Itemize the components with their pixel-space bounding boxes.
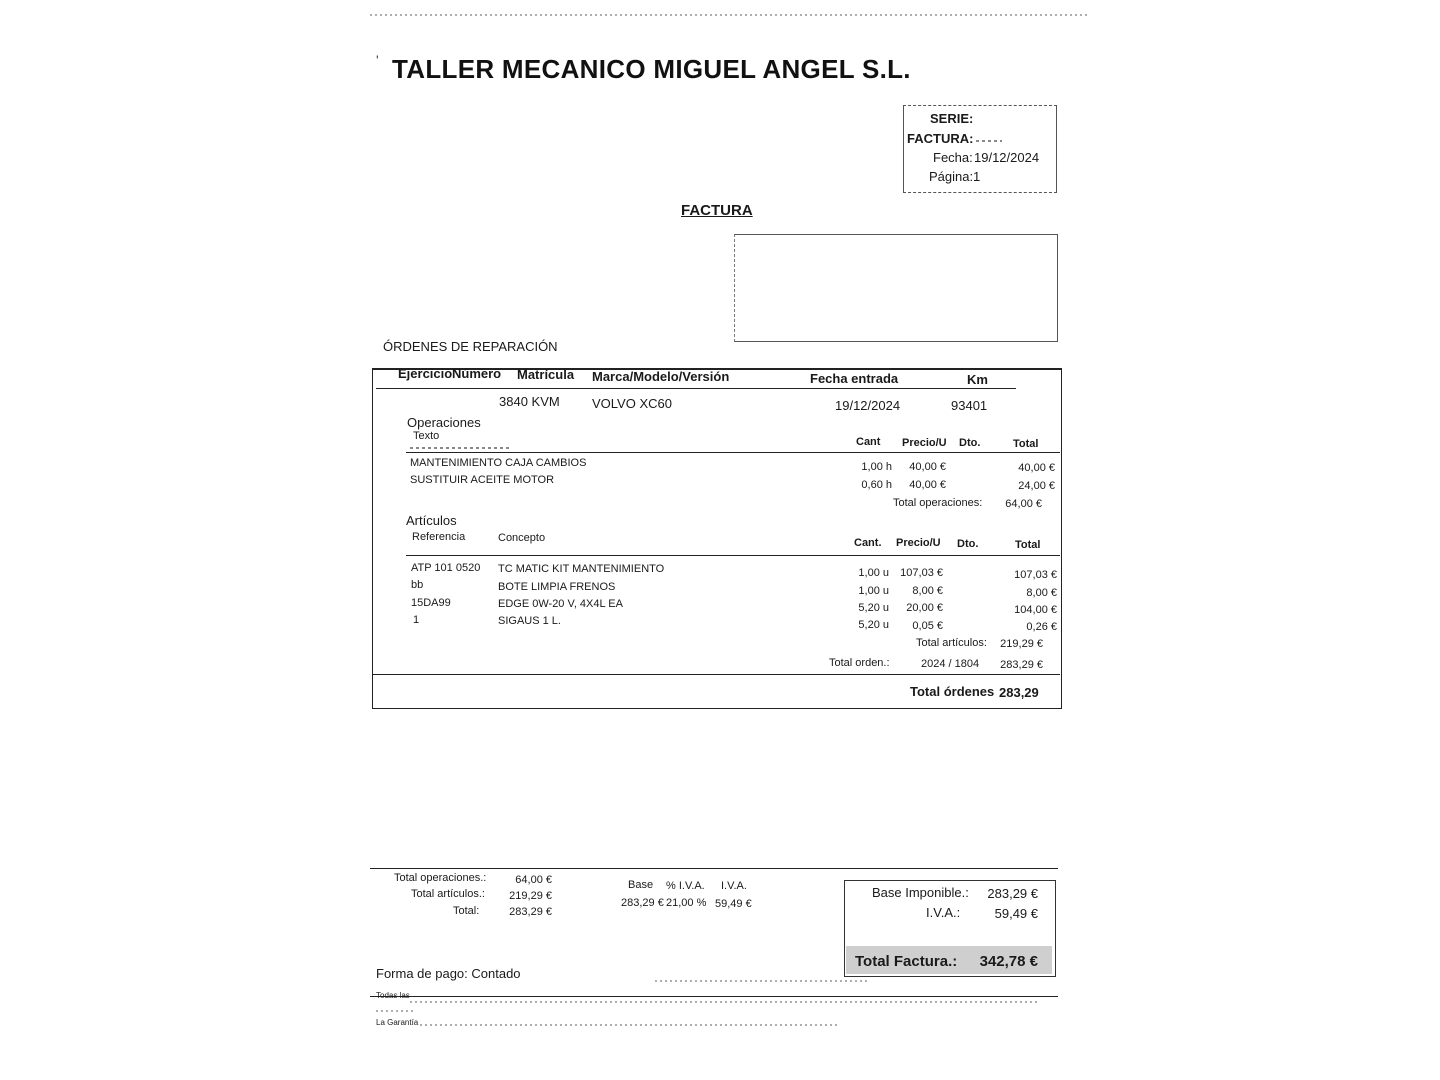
art-row-cant: 1,00 u — [858, 567, 889, 579]
pagina-label: Página: — [929, 169, 974, 184]
op-row-cant: 0,60 h — [861, 479, 892, 491]
summary-divider — [370, 868, 1058, 869]
total-orden-value: 283,29 € — [1000, 659, 1043, 671]
iva-label: I.V.A. — [721, 880, 747, 892]
col-marca: Marca/Modelo/Versión — [592, 369, 730, 384]
total-ordenes-label: Total órdenes — [910, 684, 995, 699]
art-row-total: 0,26 € — [1026, 621, 1057, 633]
sum-total-operaciones-value: 64,00 € — [515, 874, 552, 886]
sum-total-articulos-label: Total artículos.: — [411, 888, 485, 900]
total-ordenes-value: 283,29 — [999, 685, 1039, 700]
art-col-concepto: Concepto — [498, 532, 546, 544]
total-orden-number: 2024 / 1804 — [921, 658, 980, 670]
total-articulos-value: 219,29 € — [1000, 638, 1043, 650]
footer-legal-blur — [376, 1010, 416, 1012]
col-fecha-entrada: Fecha entrada — [810, 371, 899, 386]
op-col-precio: Precio/U — [902, 437, 947, 449]
art-row-concepto: BOTE LIMPIA FRENOS — [498, 581, 616, 593]
art-row-total: 104,00 € — [1014, 604, 1057, 616]
pagina-value: 1 — [973, 169, 981, 184]
sum-total-label: Total: — [453, 905, 480, 917]
iva-box-value: 59,49 € — [994, 906, 1038, 921]
iva-box-label: I.V.A.: — [926, 905, 961, 920]
op-row-texto: MANTENIMIENTO CAJA CAMBIOS — [410, 457, 587, 469]
op-row-total: 24,00 € — [1018, 480, 1055, 492]
art-row-precio: 8,00 € — [912, 585, 943, 597]
footer-legal-blur — [410, 1001, 1038, 1003]
total-factura-label: Total Factura.: — [855, 953, 958, 970]
iva-pct-value: 21,00 % — [666, 897, 707, 909]
art-row-ref: ATP 101 0520 — [411, 562, 481, 574]
art-row-cant: 5,20 u — [858, 619, 889, 631]
orders-section-title: ÓRDENES DE REPARACIÓN — [383, 339, 558, 354]
op-row-total: 40,00 € — [1018, 462, 1055, 474]
op-row-precio: 40,00 € — [909, 461, 946, 473]
iva-value: 59,49 € — [715, 898, 752, 910]
client-address-box — [734, 234, 1058, 342]
vehicle-km: 93401 — [951, 398, 988, 413]
header-divider — [376, 388, 1016, 389]
op-col-texto: Texto — [413, 430, 440, 442]
total-factura-value: 342,78 € — [979, 953, 1038, 970]
total-operaciones-label: Total operaciones: — [893, 497, 983, 509]
col-km: Km — [967, 372, 988, 387]
company-name: TALLER MECANICO MIGUEL ANGEL S.L. — [392, 54, 911, 84]
art-row-cant: 5,20 u — [858, 602, 889, 614]
serie-label: SERIE: — [930, 111, 974, 126]
total-articulos-label: Total artículos: — [916, 637, 987, 649]
art-row-cant: 1,00 u — [858, 585, 889, 597]
art-row-concepto: TC MATIC KIT MANTENIMIENTO — [498, 563, 665, 575]
base-value: 283,29 € — [621, 897, 664, 909]
redacted-invoice-number — [976, 140, 1002, 142]
op-col-total: Total — [1013, 438, 1039, 450]
sum-total-articulos-value: 219,29 € — [509, 890, 552, 902]
art-row-precio: 107,03 € — [900, 567, 943, 579]
art-col-dto: Dto. — [957, 538, 979, 550]
operaciones-divider — [406, 452, 1060, 453]
redacted-line — [410, 447, 510, 449]
art-row-ref: 1 — [413, 614, 420, 626]
base-imponible-label: Base Imponible.: — [872, 885, 969, 900]
op-row-texto: SUSTITUIR ACEITE MOTOR — [410, 474, 555, 486]
art-row-concepto: EDGE 0W-20 V, 4X4L EA — [498, 598, 623, 610]
art-row-ref: bb — [411, 579, 424, 591]
art-col-precio: Precio/U — [896, 537, 941, 549]
vehicle-marca: VOLVO XC60 — [592, 396, 672, 411]
vehicle-matricula: 3840 KVM — [499, 394, 560, 409]
footer-legal-blur — [420, 1024, 840, 1026]
forma-pago: Forma de pago: Contado — [376, 966, 521, 981]
col-matricula: Matrícula — [517, 367, 575, 382]
op-row-cant: 1,00 h — [861, 461, 892, 473]
factura-label: FACTURA: — [907, 131, 974, 146]
fecha-label: Fecha: — [933, 150, 973, 165]
scan-noise — [370, 14, 1090, 16]
art-col-ref: Referencia — [412, 531, 466, 543]
footer-legal-text: Todas las — [376, 991, 410, 1000]
footer-divider — [370, 996, 1058, 997]
articulos-title: Artículos — [406, 513, 457, 528]
art-row-concepto: SIGAUS 1 L. — [498, 615, 561, 627]
col-numero: Número — [452, 366, 502, 381]
total-orden-label: Total orden.: — [829, 657, 890, 669]
footer-guarantee-text: La Garantía — [376, 1018, 419, 1027]
art-row-total: 8,00 € — [1026, 587, 1057, 599]
iva-pct-label: % I.V.A. — [666, 880, 705, 892]
art-row-precio: 0,05 € — [912, 620, 943, 632]
col-ejercicio: Ejercicio — [398, 366, 453, 381]
art-col-cant: Cant. — [854, 537, 882, 549]
orders-footer-divider — [372, 674, 1060, 675]
scan-mark: ' — [376, 52, 379, 68]
op-col-dto: Dto. — [959, 437, 981, 449]
art-row-ref: 15DA99 — [411, 597, 451, 609]
document-title: FACTURA — [681, 202, 753, 219]
redacted-footer-info — [655, 980, 870, 982]
op-row-precio: 40,00 € — [909, 479, 946, 491]
art-col-total: Total — [1015, 539, 1041, 551]
sum-total-operaciones-label: Total operaciones.: — [394, 872, 487, 884]
fecha-value: 19/12/2024 — [974, 150, 1040, 165]
op-col-cant: Cant — [856, 436, 881, 448]
art-row-precio: 20,00 € — [906, 602, 943, 614]
total-operaciones-value: 64,00 € — [1005, 498, 1042, 510]
art-row-total: 107,03 € — [1014, 569, 1057, 581]
vehicle-fecha: 19/12/2024 — [835, 398, 901, 413]
base-imponible-value: 283,29 € — [987, 886, 1038, 901]
base-label: Base — [628, 879, 654, 891]
operaciones-title: Operaciones — [407, 415, 481, 430]
sum-total-value: 283,29 € — [509, 906, 552, 918]
articulos-divider — [406, 555, 1060, 556]
